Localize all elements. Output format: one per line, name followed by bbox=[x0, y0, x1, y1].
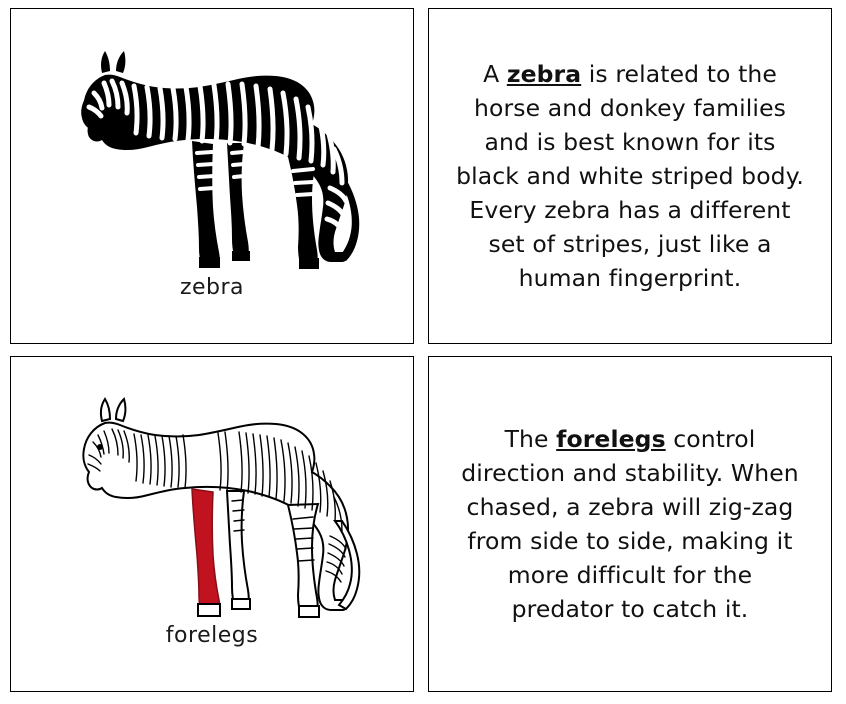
zebra-full-body-striped-icon bbox=[42, 23, 382, 273]
definition-term: zebra bbox=[506, 59, 582, 88]
picture-card-label: forelegs bbox=[165, 623, 259, 648]
definition-paragraph bbox=[455, 422, 805, 626]
definition-text-after: is related to the horse and donkey families and is best known for its black and white striped body. Every zebra has a different set of stripes, just like a human fingerprint. bbox=[456, 59, 804, 293]
forelegs-definition-card bbox=[428, 356, 832, 692]
definition-paragraph bbox=[455, 57, 805, 295]
zebra-picture-card bbox=[10, 8, 414, 344]
picture-card-label: zebra bbox=[179, 275, 245, 300]
forelegs-picture-card bbox=[10, 356, 414, 692]
definition-term: forelegs bbox=[556, 424, 666, 453]
definition-text-before: The bbox=[504, 424, 557, 453]
zebra-definition-card-inner bbox=[429, 9, 831, 343]
forelegs-definition-card-inner bbox=[429, 357, 831, 691]
definition-text-after: control direction and stability. When chased, a zebra will zig-zag from side to side, making it more difficult for the predator to catch it. bbox=[461, 424, 799, 624]
zebra-picture-card-inner bbox=[11, 9, 413, 343]
zebra-outline-foreleg-highlighted-icon bbox=[42, 371, 382, 621]
definition-text-before: A bbox=[483, 59, 507, 88]
forelegs-picture-card-inner bbox=[11, 357, 413, 691]
zebra-definition-card bbox=[428, 8, 832, 344]
